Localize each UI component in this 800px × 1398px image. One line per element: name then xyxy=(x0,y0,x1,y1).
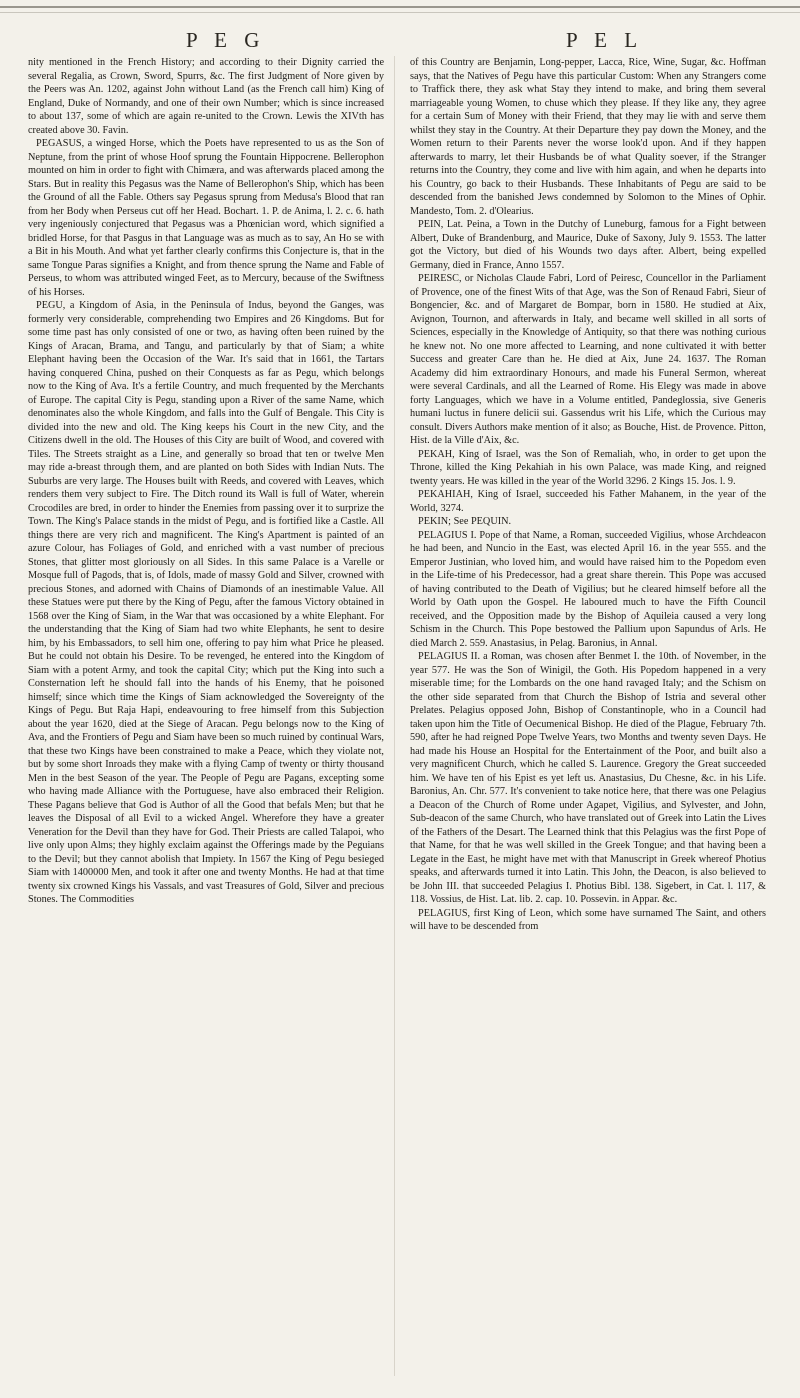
entry-pelagius-i: PELAGIUS I. Pope of that Name, a Roman, succeeded Vigilius, whose Archdeacon he had been, and Nuncio in the East, was elected April 16. in the year 555. and the Emperor Justinian, who loved him, and would have raised him to the Popedom even in the Life-time of his Predecessor, had a great share therein. This Pope was accused of having contributed to the Death of Vigilius; but he cleared himself before all the World by Oath upon the Gospel. He laboured much to have the Fifth Council received, and the Opposition made by the Bishop of Aquileia caused a very long Schism in the Church. This Pope bestowed the Pallium upon Sapundus of Arls. He died March 2. 559. Anastasius, in Pelag. Baronius, in Annal. xyxy=(410,529,766,649)
running-header xyxy=(0,18,800,54)
entry-pekah: PEKAH, King of Israel, was the Son of Remaliah, who, in order to get upon the Throne, killed the King Pekahiah in his own Palace, was made King, and reigned twenty years. He was killed in the year of the World 3296. 2 Kings 15. Jos. l. 9. xyxy=(410,448,766,487)
top-border-rule xyxy=(0,6,800,8)
right-column xyxy=(410,56,766,1386)
column-gutter xyxy=(394,56,395,1376)
entry-pelagius-king-of-leon: PELAGIUS, first King of Leon, which some have surnamed The Saint, and others will have to be descended from xyxy=(410,907,766,932)
entry-peers-continued: nity mentioned in the French History; and according to their Dignity carried the several Regalia, as Crown, Sword, Spurrs, &c. The first Judgment of Nore given by the Peers was An. 1202, against John without Land (as the French call him) King of England, Duke of Normandy, and one of their own Number; which is since increased to about 137, some of which are again re-united to the Crown. Lewis the XIVth has created above 30. Favin. xyxy=(28,57,384,136)
left-column xyxy=(28,56,384,1386)
entry-pekahiah: PEKAHIAH, King of Israel, succeeded his Father Mahanem, in the year of the World, 3274. xyxy=(410,489,766,514)
entry-pegasus: PEGASUS, a winged Horse, which the Poets have represented to us as the Son of Neptune, from the print of whose Hoof sprung the Fountain Hippocrene. Bellerophon mounted on him in order to fight with Chimæra, and was afterwards placed among the Stars. But in reality this Pegasus was the Name of Bellerophon's Ship, which has been the Ground of all the Fable. Others say Pegasus sprung from Medusa's Blood that ran from her Body when Perseus cut off her Head. Bochart. 1. P. de Anima, l. 2. c. 6. hath very ingeniously conjectured that Pegasus was a Phœnician word, which signified a bridled Horse, for that Pasgus in that Language was as much as to say, An Ho se with a Bit in his Mouth. And what yet farther clearly confirms this Conjecture is, that in the same Tongue Paras signifies a Knight, and from thence sprung the Name and Fable of Perseus, to whom was attributed winged Feet, as to Mercury, because of the Swiftness of his Horses. xyxy=(28,138,384,298)
entry-pein: PEIN, Lat. Peina, a Town in the Dutchy of Luneburg, famous for a Fight between Albert, Duke of Brandenburg, and Maurice, Duke of Saxony, July 9. 1553. The latter got the Victory, but died of his Wounds two days after. Albert, being expelled Germany, died in France, Anno 1557. xyxy=(410,219,766,271)
header-left-guideword: P E G xyxy=(186,28,266,52)
top-border-rule-thin xyxy=(0,12,800,13)
entry-pegu: PEGU, a Kingdom of Asia, in the Peninsula of Indus, beyond the Ganges, was formerly very considerable, comprehending two Empires and 26 Kingdoms. But for some time past has only consisted of one or two, as having often been ruined by the Kings of Aracan, Brama, and Tangu, and particularly by that of Siam; a white Elephant having been the Occasion of the War. It's said that in 1661, the Tartars having conquered China, pushed on their Conquests as far as Pegu, which belongs now to the King of Ava. It's a fertile Country, and much frequented by the Merchants of Europe. The capital City is Pegu, standing upon a River of the same Name, which denominates also the whole Kingdom, and falls into the Gulf of Bengale. This City is divided into the new and old. The King keeps his Court in the new City, and the Citizens dwell in the old. The Houses of this City are built of Wood, and covered with Tiles. The Streets straight as a Line, and generally so broad that ten or twelve Men may ride a-breast through them, and are planted on both Sides with Indian Nuts. The Suburbs are very large. The Houses built with Reeds, and covered with Leaves, which renders them very subject to Fire. The Ditch round its Wall is full of Water, wherein Crocodiles are bred, in order to hinder the Enemies from passing over it to surprize the Town. The King's Palace stands in the midst of Pegu, and is fortified like a Castle. All things there are very rich and magnificent. The King's Apartment is painted of an azure Colour, has Foliages of Gold, and enriched with a vast number of precious Stones, that glitter most gloriously on all Sides. In this same Palace is a Varelle or Mosque full of Pagods, that is, of Idols, made of massy Gold and Silver, crowned with precious Stones, and adorned with Chains of Diamonds of an inestimable Value. All these Statues were put there by the King of Pegu, after the famous Victory obtained in 1568 over the King of Siam, in the War that was occasioned by a white Elephant. For the understanding that the King of Siam had two white Elephants, he sent to desire him, by his Embassadors, to sell him one, offering to pay him what Price he pleased. But he could not obtain his Desire. To be revenged, he entered into the Kingdom of Siam with a potent Army, and took the capital City; which put the King into such a Consternation left he should fall into the hands of his Enemy, that he poisoned himself; since which time the Kings of Siam acknowledged the Sovereignty of the Kings of Pegu. But Raja Hapi, endeavouring to free himself from this Subjection about the year 1620, died at the Siege of Aracan. Pegu belongs now to the King of Ava, and the Frontiers of Pegu and Siam have been so much ruined by continual Wars, that these two Kings have been constrained to make a Peace, which they violate not, but by some short Inroads they make with a flying Camp of twenty or thirty thousand Men in the best Season of the year. The People of Pegu are Pagans, excepting some who having made Alliance with the Portuguese, have also embraced their Religion. These Pagans believe that God is Author of all the Good that befals Men; but that he leaves the Disposal of all Evil to a wicked Angel. Wherefore they have a greater Veneration for the Devil than they have for God. Their Priests are called Talapoi, who live only upon Alms; they highly exclaim against the Offerings made by the Peguians to the Devil; but they cannot abolish that Impiety. In 1567 the King of Pegu besieged Siam with 1400000 Men, and took it after one and twenty Months. He had at that time twenty six crowned Kings his Vassals, and vast Treasures of Gold, Silver and precious Stones. The Commodities xyxy=(28,300,384,905)
entry-peiresc: PEIRESC, or Nicholas Claude Fabri, Lord of Peiresc, Councellor in the Parliament of Provence, one of the finest Wits of that Age, was the Son of Renaud Fabri, Sieur of Bongencier, &c. and of Margaret de Bompar, born in 1580. He studied at Aix, Avignon, Tournon, and afterwards in Italy, and became well skilled in all sorts of Sciences, especially in the Knowledge of Antiquity, so that there was nothing curious he knew not. No one more affected to Learning, and none cultivated it with better Success and greater Care than he. He died at Aix, June 24. 1637. The Roman Academy did him extraordinary Honours, and made his Funeral Sermon, whereat were several Cardinals, and all the Learned of Rome. His Elegy was made in above forty Languages, which we have in a Volume entitled, Pandeglossia, sive Generis humani luctus in funere delicii sui. Gassendus writ his Life, which the Curious may consult. Divers Authors make mention of it also; as Bouche, Hist. de Provence. Pitton, Hist. de la Ville d'Aix, &c. xyxy=(410,273,766,446)
entry-pegu-continued: of this Country are Benjamin, Long-pepper, Lacca, Rice, Wine, Sugar, &c. Hoffman says, that the Natives of Pegu have this particular Custom: When any Strangers come to Traffick there, they ask what Stay they intend to make, and bring them several marriageable young Women, to chuse which they please. If they like any, they agree for a certain Sum of Money with their Friend, that they may lie with and serve them whilst they stay in the Country. At their Departure they pay down the Money, and the Women return to their Parents never the worse look'd upon. And if they happen afterwards to marry, let their Husbands be of what Quality soever, if the Stranger returns into the Country, they come and live with him again, and when he departs into his Country, go back to their Husbands. These Inhabitants of Pegu are said to be descended from the banished Jews condemned by Solomon to the Mines of Ophir. Mandesto, Tom. 2. d'Olearius. xyxy=(410,57,766,217)
entry-pekin: PEKIN; See PEQUIN. xyxy=(418,516,512,527)
entry-pelagius-ii: PELAGIUS II. a Roman, was chosen after Benmet I. the 10th. of November, in the year 577. He was the Son of Winigil, the Goth. His Popedom happened in a very miserable time; for the Lombards on the one hand ravaged Italy; and the Schism on the other side separated from that Church the Bishop of Istria and several other Prelates. Pelagius opposed John, Bishop of Constantinople, who in a Council had taken upon him the Title of Oecumenical Bishop. He died of the Plague, February 7th. 590, after he had reigned Pope Twelve Years, two Months and twenty seven Days. He had made his House an Hospital for the Entertainment of the Poor, and built also a very magnificent Church, which he called S. Laurence. Gregory the Great succeeded him. We have ten of his Epist es yet left us. Anastasius, Du Chesne, &c. in his Life. Baronius, An. Chr. 577. It's convenient to take notice here, that there was one Pelagius a Deacon of the Church of Rome under Agapet, Vigilius, and Sylvester, and John, Sub-deacon of the same Church, who have translated out of Greek into Latin the Lives of the Fathers of the Desart. The Learned think that this Pelagius was the first Pope of that Name, for that he was well skilled in the Greek Tongue; and that having been a Legate in the East, he might have met with that Manuscript in Greek whereof Photius speaks, and afterwards turned it into Latin. This John, the Deacon, is also believed to be John III. that succeeded Pelagius I. Photius Bibl. 138. Sigebert, in Cat. l. 117, & 118. Vossius, de Hist. Lat. lib. 2. cap. 10. Possevin. in Appar. &c. xyxy=(410,651,766,905)
header-right-guideword: P E L xyxy=(566,28,644,52)
